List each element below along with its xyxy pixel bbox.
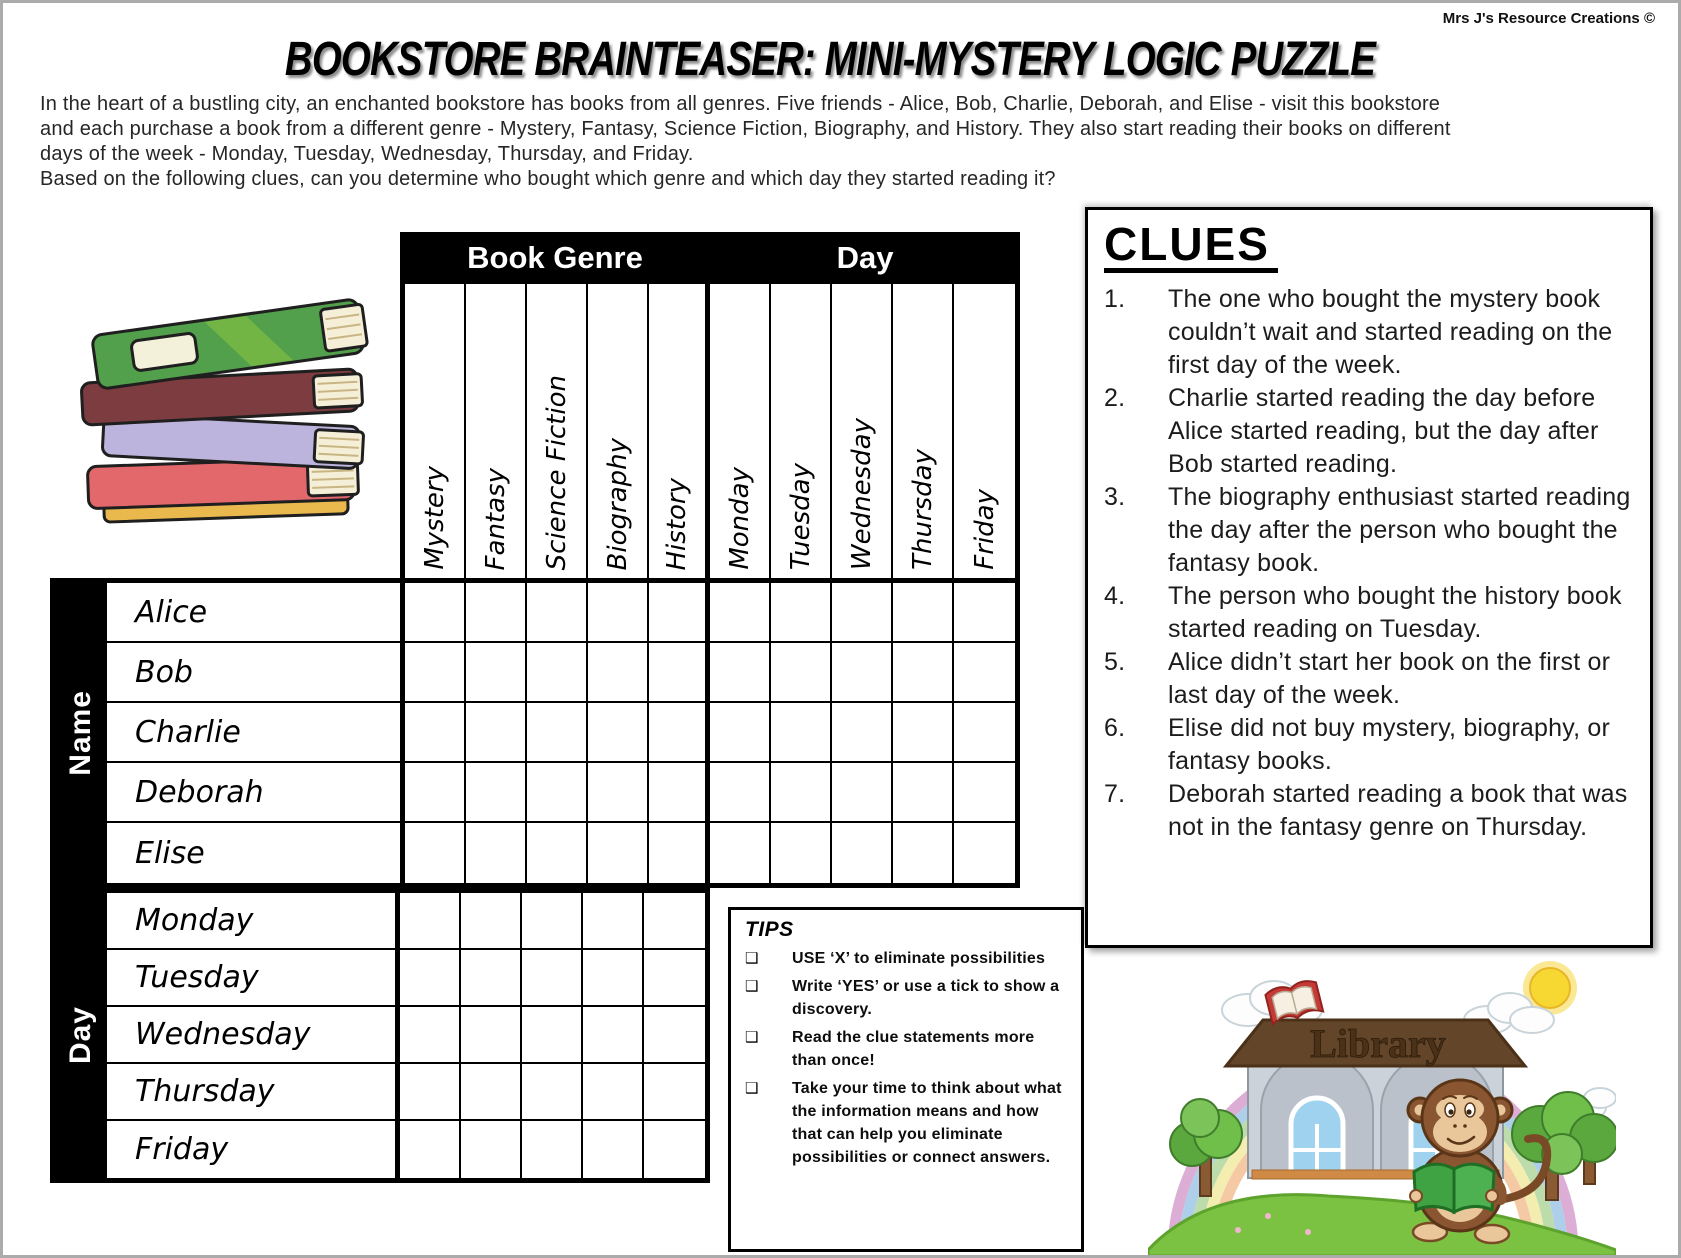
grid-cell[interactable] <box>644 893 705 948</box>
clue-number: 4. <box>1104 582 1126 611</box>
column-header-label: Biography <box>602 437 633 570</box>
grid-cell[interactable] <box>466 643 527 701</box>
grid-cell[interactable] <box>583 1007 644 1062</box>
clue-item <box>1104 481 1638 580</box>
grid-cell[interactable] <box>522 1121 583 1178</box>
grid-cell[interactable] <box>400 1064 461 1119</box>
day-sidebar <box>55 893 107 1178</box>
clue-text: Charlie started reading the day before Alice started reading, but the day after Bob started reading. <box>1168 384 1599 479</box>
clue-text: Deborah started reading a book that was not in the fantasy genre on Thursday. <box>1168 780 1628 842</box>
clues-box <box>1085 207 1653 948</box>
grid-cell[interactable] <box>771 823 832 883</box>
grid-cell[interactable] <box>649 643 710 701</box>
grid-cell[interactable] <box>588 703 649 761</box>
grid-cell[interactable] <box>832 643 893 701</box>
column-header-monday <box>710 284 771 578</box>
clues-list <box>1104 283 1638 844</box>
clues-title: CLUES <box>1104 220 1278 273</box>
day-row-block <box>50 888 710 1183</box>
grid-cell[interactable] <box>644 1064 705 1119</box>
tips-title: TIPS <box>745 918 794 941</box>
grid-cell[interactable] <box>522 1007 583 1062</box>
row-label-thursday: Thursday <box>107 1064 400 1119</box>
checkbox-icon: ❑ <box>745 1029 759 1046</box>
clue-item <box>1104 283 1638 382</box>
grid-cell[interactable] <box>771 703 832 761</box>
tip-item <box>745 1026 1071 1072</box>
grid-row <box>107 1121 705 1178</box>
grid-cell[interactable] <box>400 950 461 1005</box>
name-sidebar-label: Name <box>64 690 97 776</box>
column-header-science-fiction <box>527 284 588 578</box>
clue-text: The person who bought the history book started reading on Tuesday. <box>1168 582 1622 644</box>
column-header-label: Fantasy <box>480 467 511 570</box>
grid-row <box>107 643 1015 703</box>
column-header-friday <box>954 284 1015 578</box>
tip-item <box>745 975 1071 1021</box>
checkbox-icon: ❑ <box>745 1080 759 1097</box>
column-header-label: Friday <box>969 489 1000 570</box>
attribution-text: Mrs J's Resource Creations © <box>1442 10 1655 27</box>
grid-cell[interactable] <box>771 643 832 701</box>
column-header-history <box>649 284 710 578</box>
grid-cell[interactable] <box>649 763 710 821</box>
tips-list <box>745 947 1071 1169</box>
grid-cell[interactable] <box>832 763 893 821</box>
grid-cell[interactable] <box>954 763 1015 821</box>
column-header-label: Thursday <box>907 449 938 570</box>
grid-cell[interactable] <box>522 950 583 1005</box>
clue-item <box>1104 778 1638 844</box>
clue-item <box>1104 580 1638 646</box>
grid-cell[interactable] <box>710 763 771 821</box>
grid-cell[interactable] <box>893 823 954 883</box>
clue-text: Elise did not buy mystery, biography, or fantasy books. <box>1168 714 1610 776</box>
day-sidebar-label: Day <box>64 1006 97 1065</box>
grid-row <box>107 823 1015 883</box>
column-header-biography <box>588 284 649 578</box>
column-header-fantasy <box>466 284 527 578</box>
grid-cell[interactable] <box>644 1121 705 1178</box>
clue-number: 1. <box>1104 285 1126 314</box>
grid-cell[interactable] <box>588 583 649 641</box>
grid-cell[interactable] <box>710 583 771 641</box>
name-row-block <box>50 578 1020 888</box>
grid-cell[interactable] <box>832 823 893 883</box>
grid-cell[interactable] <box>893 763 954 821</box>
row-label-bob: Bob <box>107 643 405 701</box>
tip-text: USE ‘X’ to eliminate possibilities <box>792 950 1046 967</box>
grid-cell[interactable] <box>588 823 649 883</box>
tip-item <box>745 947 1071 970</box>
grid-cell[interactable] <box>644 1007 705 1062</box>
intro-line: Based on the following clues, can you determine who bought which genre and which day they started reading it? <box>40 168 1056 190</box>
grid-cell[interactable] <box>649 823 710 883</box>
intro-line: days of the week - Monday, Tuesday, Wednesday, Thursday, and Friday. <box>40 143 694 165</box>
column-header-label: History <box>662 477 692 570</box>
grid-cell[interactable] <box>527 643 588 701</box>
grid-cell[interactable] <box>405 763 466 821</box>
grid-row <box>107 763 1015 823</box>
day-rows <box>107 893 705 1178</box>
tip-text: Write ‘YES’ or use a tick to show a discovery. <box>792 978 1060 1018</box>
row-label-elise: Elise <box>107 823 405 883</box>
grid-cell[interactable] <box>522 893 583 948</box>
grid-cell[interactable] <box>893 583 954 641</box>
grid-cell[interactable] <box>527 703 588 761</box>
grid-cell[interactable] <box>710 703 771 761</box>
grid-row <box>107 1007 705 1064</box>
row-label-deborah: Deborah <box>107 763 405 821</box>
column-header-label: Tuesday <box>785 462 816 570</box>
tips-box <box>728 907 1084 1252</box>
grid-cell[interactable] <box>527 763 588 821</box>
name-rows <box>107 583 1015 883</box>
grid-cell[interactable] <box>400 893 461 948</box>
grid-cell[interactable] <box>710 823 771 883</box>
clue-item <box>1104 646 1638 712</box>
grid-cell[interactable] <box>461 893 522 948</box>
tip-text: Read the clue statements more than once! <box>792 1029 1035 1069</box>
clue-number: 3. <box>1104 483 1126 512</box>
page-title: BOOKSTORE BRAINTEASER: MINI-MYSTERY LOGIC PUZZLE <box>284 33 1376 86</box>
grid-cell[interactable] <box>710 643 771 701</box>
grid-row <box>107 893 705 950</box>
column-header-label: Science Fiction <box>541 374 572 570</box>
grid-row <box>107 703 1015 763</box>
column-header-mystery <box>405 284 466 578</box>
grid-cell[interactable] <box>893 643 954 701</box>
clue-number: 6. <box>1104 714 1126 743</box>
grid-cell[interactable] <box>893 703 954 761</box>
grid-cell[interactable] <box>954 823 1015 883</box>
grid-cell[interactable] <box>405 703 466 761</box>
grid-cell[interactable] <box>954 643 1015 701</box>
clue-number: 7. <box>1104 780 1126 809</box>
grid-cell[interactable] <box>461 1121 522 1178</box>
grid-cell[interactable] <box>405 643 466 701</box>
grid-cell[interactable] <box>583 950 644 1005</box>
grid-cell[interactable] <box>461 1064 522 1119</box>
grid-cell[interactable] <box>954 583 1015 641</box>
grid-row <box>107 950 705 1007</box>
book-stack-image <box>58 262 390 550</box>
grid-cell[interactable] <box>583 1064 644 1119</box>
grid-cell[interactable] <box>466 583 527 641</box>
grid-cell[interactable] <box>771 763 832 821</box>
column-header-wednesday <box>832 284 893 578</box>
column-header-label: Wednesday <box>846 417 877 570</box>
grid-cell[interactable] <box>649 583 710 641</box>
grid-cell[interactable] <box>954 703 1015 761</box>
clue-item <box>1104 382 1638 481</box>
column-header-label: Monday <box>724 467 755 570</box>
clue-text: The one who bought the mystery book couldn’t wait and started reading on the first day of the week. <box>1168 285 1613 380</box>
clue-number: 2. <box>1104 384 1126 413</box>
grid-cell[interactable] <box>527 583 588 641</box>
library-sign-text: Library <box>1310 1021 1446 1066</box>
grid-cell[interactable] <box>466 703 527 761</box>
grid-cell[interactable] <box>771 583 832 641</box>
clue-item <box>1104 712 1638 778</box>
grid-cell[interactable] <box>405 823 466 883</box>
row-label-monday: Monday <box>107 893 400 948</box>
row-label-charlie: Charlie <box>107 703 405 761</box>
intro-paragraph <box>40 92 1640 192</box>
row-label-alice: Alice <box>107 583 405 641</box>
grid-cell[interactable] <box>522 1064 583 1119</box>
grid-cell[interactable] <box>588 763 649 821</box>
tip-text: Take your time to think about what the information means and how that can help you eliminate possibilities or connect answers. <box>792 1080 1062 1166</box>
grid-cell[interactable] <box>644 950 705 1005</box>
clue-text: The biography enthusiast started reading the day after the person who bought the fantasy book. <box>1168 483 1631 578</box>
grid-cell[interactable] <box>583 1121 644 1178</box>
grid-cell[interactable] <box>527 823 588 883</box>
column-header-thursday <box>893 284 954 578</box>
grid-header-bar <box>400 232 1020 284</box>
grid-cell[interactable] <box>466 823 527 883</box>
intro-line: and each purchase a book from a different genre - Mystery, Fantasy, Science Fiction, Biography, and History. They also start reading their books on different <box>40 118 1451 140</box>
column-header-tuesday <box>771 284 832 578</box>
row-label-tuesday: Tuesday <box>107 950 400 1005</box>
grid-cell[interactable] <box>588 643 649 701</box>
grid-cell[interactable] <box>405 583 466 641</box>
grid-cell[interactable] <box>461 950 522 1005</box>
grid-cell[interactable] <box>400 1121 461 1178</box>
tip-item <box>745 1077 1071 1169</box>
grid-cell[interactable] <box>461 1007 522 1062</box>
checkbox-icon: ❑ <box>745 950 759 967</box>
grid-cell[interactable] <box>583 893 644 948</box>
checkbox-icon: ❑ <box>745 978 759 995</box>
grid-cell[interactable] <box>649 703 710 761</box>
header-day: Day <box>836 240 894 275</box>
grid-cell[interactable] <box>832 703 893 761</box>
clue-number: 5. <box>1104 648 1126 677</box>
library-image <box>1148 948 1616 1256</box>
intro-line: In the heart of a bustling city, an enchanted bookstore has books from all genres. Five friends - Alice, Bob, Charlie, Deborah, and Elise - visit this bookstore <box>40 93 1441 115</box>
clue-text: Alice didn’t start her book on the first or last day of the week. <box>1168 648 1611 710</box>
column-strip <box>400 284 1020 578</box>
grid-cell[interactable] <box>466 763 527 821</box>
grid-row <box>107 1064 705 1121</box>
row-label-wednesday: Wednesday <box>107 1007 400 1062</box>
grid-cell[interactable] <box>832 583 893 641</box>
column-header-label: Mystery <box>419 466 450 570</box>
name-sidebar <box>55 583 107 883</box>
row-label-friday: Friday <box>107 1121 400 1178</box>
grid-row <box>107 583 1015 643</box>
grid-cell[interactable] <box>400 1007 461 1062</box>
header-book-genre: Book Genre <box>467 240 643 275</box>
